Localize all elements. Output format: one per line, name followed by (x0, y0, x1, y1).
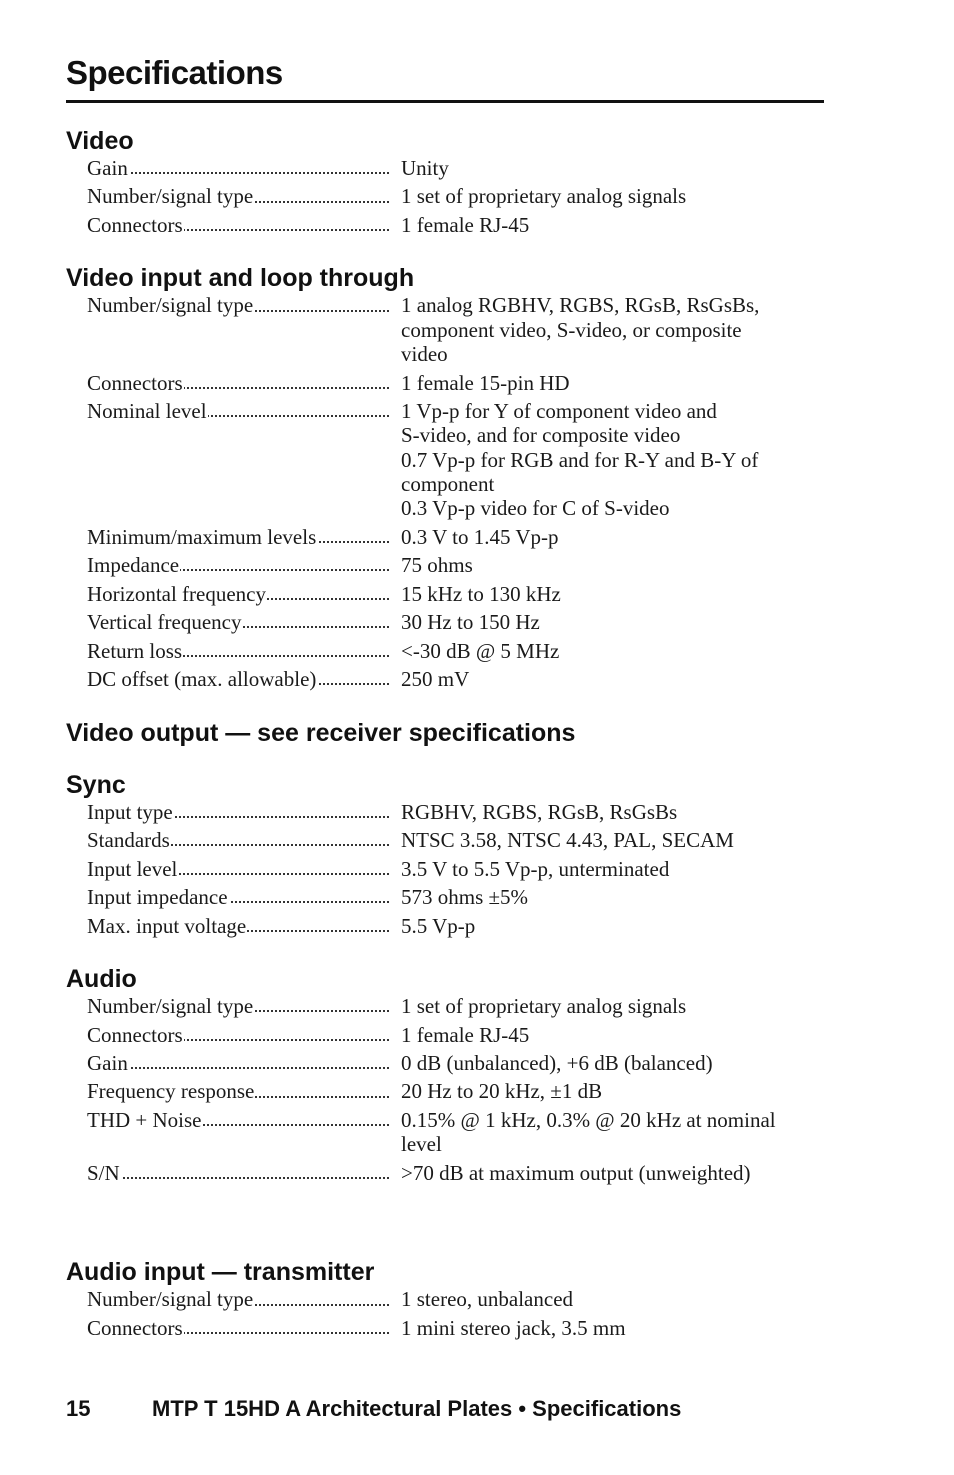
spec-row (66, 156, 826, 180)
spec-value (401, 800, 826, 824)
spec-label-text: Connectors (87, 212, 183, 237)
spec-label-text: Input impedance (87, 885, 228, 910)
spec-value-line: Unity (401, 156, 449, 180)
spec-section (66, 770, 826, 938)
section-spacer (66, 1189, 826, 1257)
spec-value (401, 1161, 826, 1185)
spec-row (66, 994, 826, 1018)
spec-label (87, 667, 401, 691)
spec-value (401, 828, 826, 852)
spec-row (66, 582, 826, 606)
spec-label (87, 1287, 401, 1311)
spec-value (401, 994, 826, 1018)
spec-row (66, 371, 826, 395)
spec-value-line: 1 set of proprietary analog signals (401, 184, 687, 209)
spec-value (401, 667, 826, 691)
spec-row (66, 885, 826, 909)
spec-value-line: 1 female RJ-45 (401, 212, 530, 237)
section-heading: Sync (66, 770, 126, 799)
spec-value (401, 553, 826, 577)
spec-label (87, 639, 401, 663)
spec-label-text: S/N (87, 1160, 120, 1185)
spec-label (87, 800, 401, 824)
spec-value-line: 0.7 Vp-p for RGB and for R-Y and B-Y of (401, 447, 759, 472)
dot-leader (87, 1177, 389, 1179)
spec-label (87, 156, 401, 180)
spec-label-text: DC offset (max. allowable) (87, 667, 317, 692)
spec-value-line: >70 dB at maximum output (unweighted) (401, 1160, 751, 1185)
spec-label (87, 994, 401, 1018)
spec-label-text: Return loss (87, 638, 183, 663)
spec-row (66, 399, 826, 520)
spec-row (66, 1287, 826, 1311)
footer-text: MTP T 15HD A Architectural Plates • Specifications (152, 1396, 682, 1421)
section-heading: Audio (66, 965, 137, 994)
spec-label-text: THD + Noise (87, 1107, 202, 1132)
spec-row (66, 857, 826, 881)
spec-label (87, 184, 401, 208)
spec-label (87, 553, 401, 577)
spec-value (401, 525, 826, 549)
spec-label-text: Number/signal type (87, 293, 254, 318)
spec-label-text: Minimum/maximum levels (87, 524, 317, 549)
spec-label (87, 857, 401, 881)
spec-value-line: video (401, 342, 448, 367)
spec-label-text: Frequency response (87, 1079, 255, 1104)
page-number: 15 (66, 1396, 91, 1421)
spec-row (66, 610, 826, 634)
dot-leader (87, 1067, 389, 1069)
spec-value (401, 1079, 826, 1103)
spec-section (66, 263, 826, 691)
spec-row (66, 914, 826, 938)
spec-row (66, 525, 826, 549)
spec-value (401, 1287, 826, 1311)
spec-label-text: Input level (87, 856, 178, 881)
spec-row (66, 639, 826, 663)
spec-row (66, 828, 826, 852)
spec-label-text: Gain (87, 1050, 128, 1075)
spec-value (401, 639, 826, 663)
spec-value-line: 5.5 Vp-p (401, 913, 476, 938)
spec-value-line: 1 female 15-pin HD (401, 370, 570, 395)
spec-value-line: 1 mini stereo jack, 3.5 mm (401, 1315, 626, 1340)
section-spacer (66, 748, 826, 770)
spec-label (87, 1161, 401, 1185)
spec-row (66, 1079, 826, 1103)
spec-label (87, 582, 401, 606)
spec-value (401, 184, 826, 208)
spec-value-line: S-video, and for composite video (401, 423, 681, 448)
title-rule (66, 100, 824, 103)
spec-value-line: component (401, 471, 495, 496)
section-heading: Video input and loop through (66, 264, 415, 293)
spec-label-text: Input type (87, 799, 173, 824)
section-spacer (66, 241, 826, 263)
spec-row (66, 1316, 826, 1340)
spec-value-line: 0.3 V to 1.45 Vp-p (401, 524, 559, 549)
spec-label (87, 914, 401, 938)
spec-row (66, 184, 826, 208)
spec-value-line: 573 ohms ±5% (401, 885, 529, 910)
spec-row (66, 553, 826, 577)
spec-label (87, 828, 401, 852)
spec-value-line: 1 female RJ-45 (401, 1022, 530, 1047)
spec-value (401, 399, 826, 520)
spec-label (87, 885, 401, 909)
spec-value-line: 15 kHz to 130 kHz (401, 581, 561, 606)
spec-value (401, 1108, 826, 1157)
spec-value-line: 250 mV (401, 667, 470, 692)
spec-value-line: RGBHV, RGBS, RGsB, RsGsBs (401, 799, 678, 824)
spec-label-text: Impedance (87, 553, 180, 578)
page-footer (66, 1396, 681, 1422)
spec-value-line: 0 dB (unbalanced), +6 dB (balanced) (401, 1050, 713, 1075)
spec-value (401, 857, 826, 881)
spec-content (66, 126, 826, 1344)
spec-label-text: Gain (87, 156, 128, 180)
spec-value-line: level (401, 1132, 442, 1157)
spec-label (87, 293, 401, 317)
spec-label-text: Standards (87, 828, 170, 853)
spec-label (87, 1023, 401, 1047)
spec-label-text: Number/signal type (87, 1287, 254, 1312)
spec-label (87, 610, 401, 634)
spec-label-text: Connectors (87, 1315, 183, 1340)
spec-row (66, 800, 826, 824)
section-heading: Video output — see receiver specifications (66, 718, 576, 747)
spec-row (66, 213, 826, 237)
spec-value (401, 156, 826, 180)
spec-row (66, 1023, 826, 1047)
spec-section (66, 718, 826, 748)
spec-label (87, 399, 401, 423)
spec-value-line: 1 stereo, unbalanced (401, 1287, 574, 1312)
spec-row (66, 667, 826, 691)
spec-value (401, 213, 826, 237)
spec-value (401, 371, 826, 395)
spec-label-text: Connectors (87, 370, 183, 395)
spec-label-text: Horizontal frequency (87, 581, 267, 606)
spec-section (66, 126, 826, 237)
spec-value-line: NTSC 3.58, NTSC 4.43, PAL, SECAM (401, 828, 734, 853)
section-spacer (66, 696, 826, 718)
spec-value (401, 1316, 826, 1340)
spec-label-text: Vertical frequency (87, 610, 242, 635)
spec-row (66, 1051, 826, 1075)
spec-label (87, 1079, 401, 1103)
spec-value (401, 914, 826, 938)
spec-value (401, 885, 826, 909)
spec-label (87, 525, 401, 549)
spec-value-line: 30 Hz to 150 Hz (401, 610, 540, 635)
spec-row (66, 1108, 826, 1157)
spec-value-line: 0.3 Vp-p video for C of S-video (401, 496, 670, 521)
spec-value-line: 0.15% @ 1 kHz, 0.3% @ 20 kHz at nominal (401, 1107, 776, 1132)
spec-value-line: 3.5 V to 5.5 Vp-p, unterminated (401, 856, 670, 881)
section-heading: Video (66, 127, 134, 155)
spec-value-line: <-30 dB @ 5 MHz (401, 638, 560, 663)
spec-value-line: 75 ohms (401, 553, 473, 578)
spec-value (401, 610, 826, 634)
spec-value (401, 1023, 826, 1047)
spec-label (87, 1108, 401, 1132)
spec-label-text: Max. input voltage (87, 913, 247, 938)
spec-value (401, 293, 826, 366)
spec-value (401, 582, 826, 606)
spec-label (87, 1316, 401, 1340)
section-heading: Audio input — transmitter (66, 1258, 375, 1287)
spec-label-text: Connectors (87, 1022, 183, 1047)
spec-section (66, 964, 826, 1185)
spec-label (87, 213, 401, 237)
spec-label (87, 371, 401, 395)
spec-label-text: Number/signal type (87, 994, 254, 1019)
spec-value-line: 1 set of proprietary analog signals (401, 994, 687, 1019)
spec-label-text: Number/signal type (87, 184, 254, 209)
spec-value-line: 1 Vp-p for Y of component video and (401, 399, 717, 424)
spec-row (66, 1161, 826, 1185)
spec-value (401, 1051, 826, 1075)
spec-row (66, 293, 826, 366)
spec-value-line: 20 Hz to 20 kHz, ±1 dB (401, 1079, 603, 1104)
spec-label (87, 1051, 401, 1075)
spec-section (66, 1257, 826, 1340)
spec-label-text: Nominal level (87, 399, 207, 424)
dot-leader (87, 172, 389, 174)
spec-value-line: 1 analog RGBHV, RGBS, RGsB, RsGsBs, (401, 293, 760, 318)
page-title: Specifications (66, 54, 283, 91)
spec-value-line: component video, S-video, or composite (401, 317, 742, 342)
section-spacer (66, 942, 826, 964)
